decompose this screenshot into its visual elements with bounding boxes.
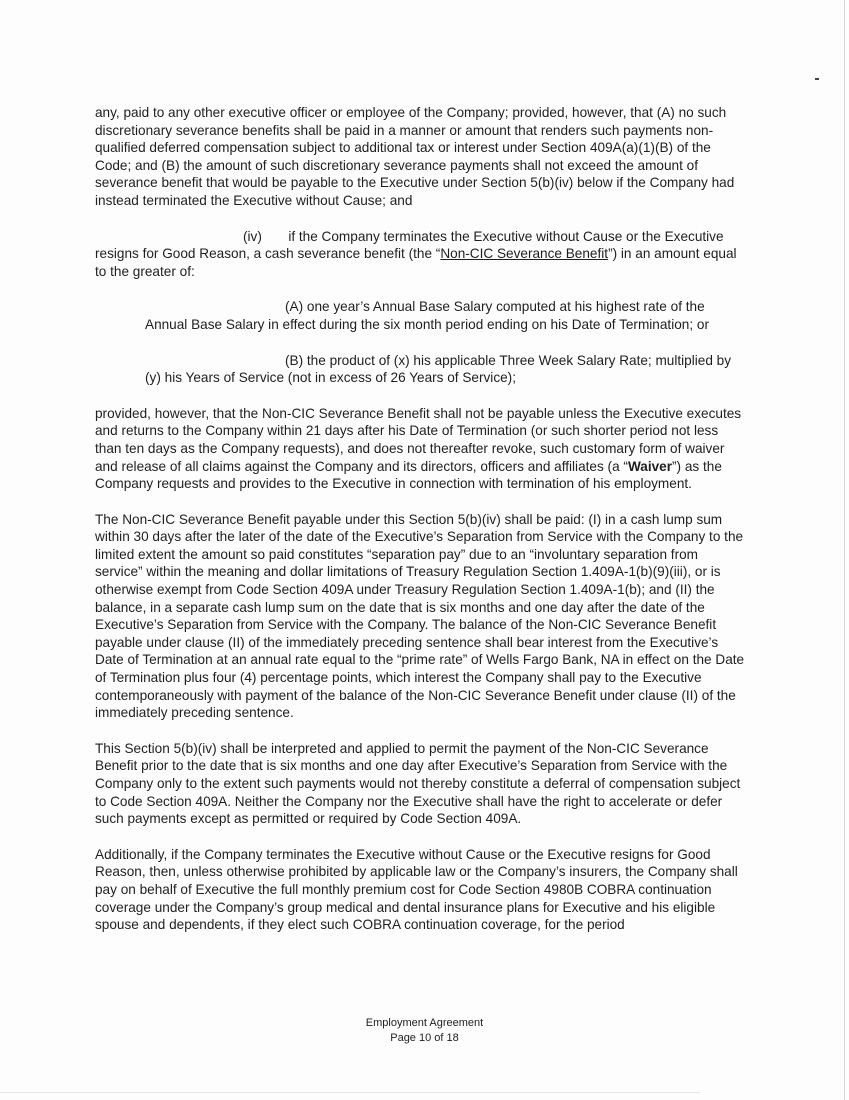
- paragraph-clause-iv: [95, 228, 747, 281]
- footer-title: Employment Agreement: [365, 1017, 484, 1029]
- page-footer: [0, 1016, 849, 1046]
- paragraph-409a-interpretation: This Section 5(b)(iv) shall be interpreted and applied to permit the payment of the Non-CIC Severance Benefit prior to the date that is six months and one day after Executive’s Separation from Service with the Company only to the extent such payments would not thereby constitute a deferral of compensation subject to Code Section 409A. Neither the Company nor the Executive shall have the right to accelerate or defer such payments except as permitted or required by Code Section 409A.: [95, 740, 741, 827]
- scan-bottom-line: [0, 1092, 700, 1093]
- sub-clause-b: (B) the product of (x) his applicable Three Week Salary Rate; multiplied by (y) his Years of Service (not in excess of 26 Years of Service);: [145, 352, 732, 386]
- paragraph-discretionary-severance: any, paid to any other executive officer or employee of the Company; provided, however, that (A) no such discretionary severance benefits shall be paid in a manner or amount that renders such payments non-qualified deferred compensation subject to additional tax or interest under Section 409A(a)(1)(B) of the Code; and (B) the amount of such discretionary severance payments shall not exceed the amount of severance benefit that would be payable to the Executive under Section 5(b)(iv) below if the Company had instead terminated the Executive without Cause; and: [95, 105, 735, 208]
- clause-number: (iv): [243, 228, 262, 244]
- paragraph-payment-terms: The Non-CIC Severance Benefit payable under this Section 5(b)(iv) shall be paid: (I) in a cash lump sum within 30 days after the later of the date of the Executive’s Separation from Service with the Company to the limited extent the amount so paid constitutes “separation pay” due to an “involuntary separation from service” within the meaning and dollar limitations of Treasury Regulation Section 1.409A-1(b)(9)(iii), or is otherwise exempt from Code Section 409A under Treasury Regulation Section 1.409A-1(b); and (II) the balance, in a separate cash lump sum on the date that is six months and one day after the date of the Executive’s Separation from Service with the Company. The balance of the Non-CIC Severance Benefit payable under clause (II) of the immediately preceding sentence shall bear interest from the Executive’s Date of Termination at an annual rate equal to the “prime rate” of Wells Fargo Bank, NA in effect on the Date of Termination plus four (4) percentage points, which interest the Company shall pay to the Executive contemporaneously with payment of the balance of the Non-CIC Severance Benefit under clause (II) of the immediately preceding sentence.: [95, 511, 745, 721]
- scan-edge-line: [844, 0, 845, 1100]
- scan-mark: [815, 78, 819, 80]
- clause-text-a: if the Company terminates the Executive without Cause or the Executive resigns for Good Reason, a cash severance benefit (the “: [95, 228, 724, 262]
- footer-page-number: Page 10 of 18: [390, 1032, 459, 1044]
- sub-clause-a: (A) one year’s Annual Base Salary computed at his highest rate of the Annual Base Salary in effect during the six month period ending on his Date of Termination; or: [145, 299, 709, 332]
- paragraph-waiver: [95, 405, 747, 493]
- paragraph-cobra: Additionally, if the Company terminates the Executive without Cause or the Executive resigns for Good Reason, then, unless otherwise prohibited by applicable law or the Company’s insurers, the Company shall pay on behalf of Executive the full monthly premium cost for Code Section 4980B COBRA continuation coverage under the Company’s group medical and dental insurance plans for Executive and his eligible spouse and dependents, if they elect such COBRA continuation coverage, for the period: [95, 846, 738, 933]
- clause-text-b: ”) in an amount equal to the greater of:: [95, 246, 737, 279]
- defined-term-non-cic: Non-CIC Severance Benefit: [440, 246, 609, 262]
- waiver-text-a: provided, however, that the Non-CIC Severance Benefit shall not be payable unless the Executive executes and returns to the Company within 21 days after his Date of Termination (or such shorter period not less than ten days as the Company requests), and does not thereafter revoke, such customary form of waiver and release of all claims against the Company and its directors, officers and affiliates (a “: [95, 405, 742, 474]
- document-body: [95, 104, 747, 952]
- defined-term-waiver: Waiver: [627, 458, 673, 474]
- waiver-text-b: ”) as the Company requests and provides to the Executive in connection with termination of his employment.: [95, 458, 722, 492]
